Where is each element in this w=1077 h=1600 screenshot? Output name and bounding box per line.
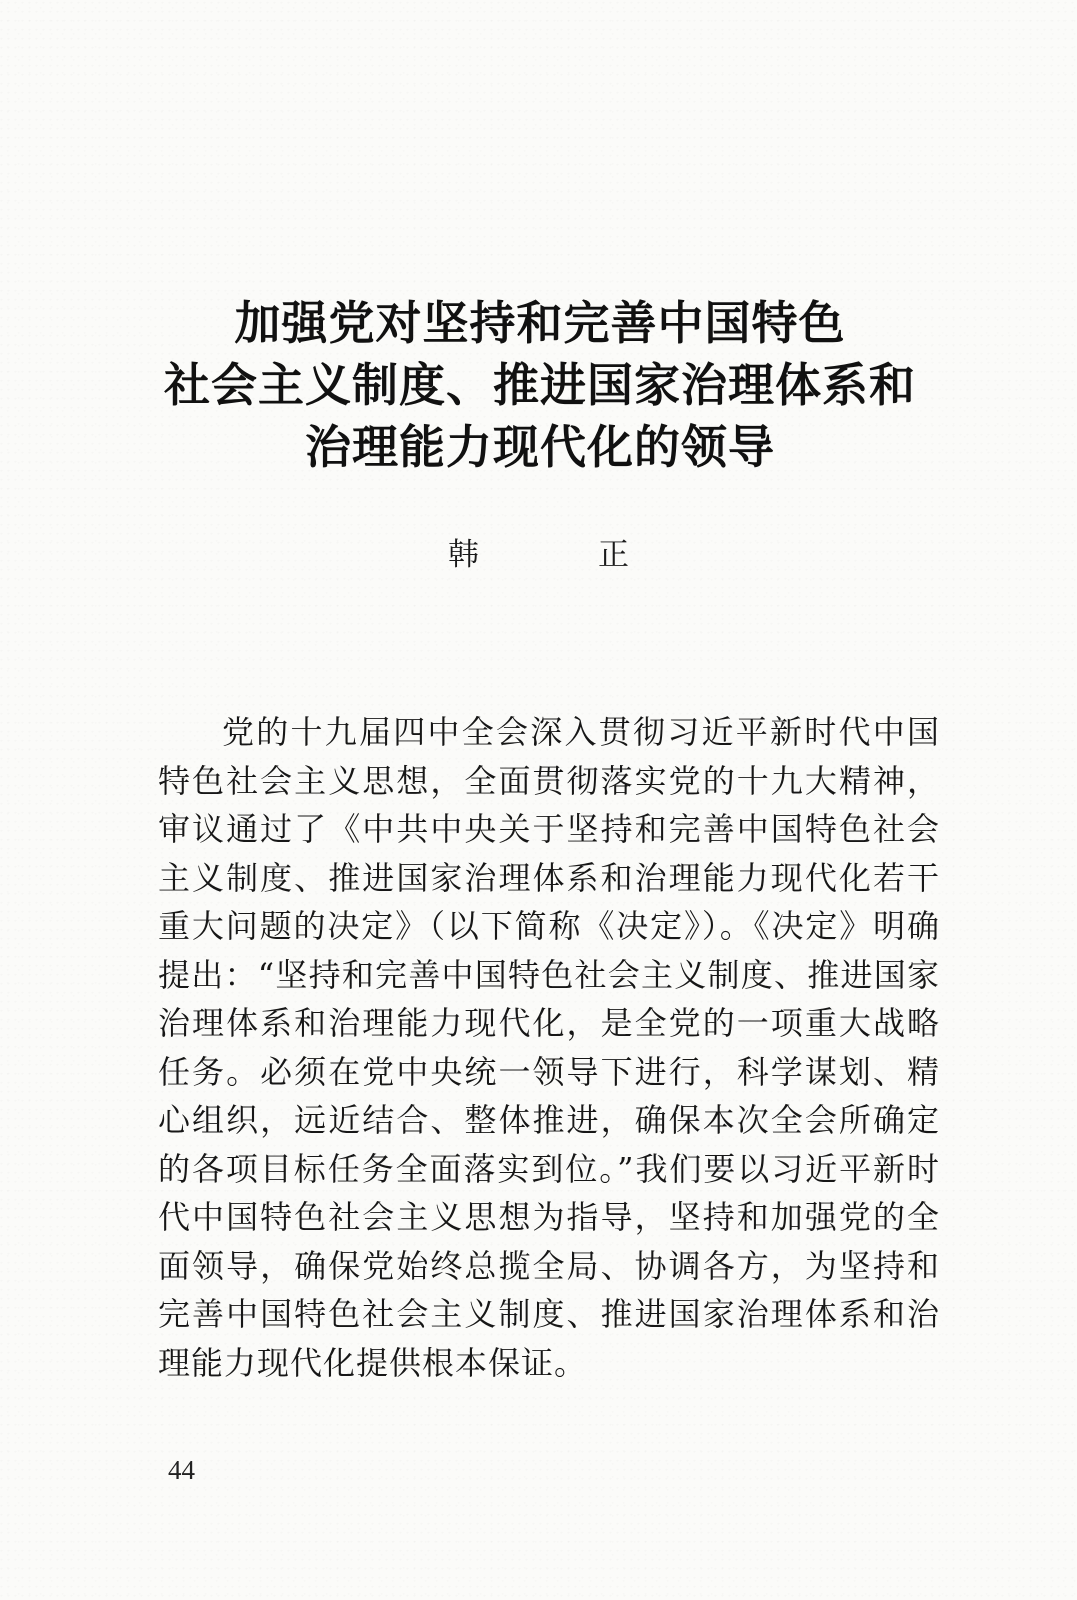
page-number: 44 [168,1455,195,1485]
title-line-1: 加强党对坚持和完善中国特色 [234,296,846,350]
title-line-3: 治理能力现代化的领导 [305,420,775,474]
article-title [130,292,950,478]
body-paragraph: 党的十九届四中全会深入贯彻习近平新时代中国特色社会主义思想，全面贯彻落实党的十九大精神，审议通过了《中共中央关于坚持和完善中国特色社会主义制度、推进国家治理体系和治理能力现代化若干重大问题的决定》（以下简称《决定》）。《决定》明确提出：“坚持和完善中国特色社会主义制度、推进国家治理体系和治理能力现代化，是全党的一项重大战略任务。必须在党中央统一领导下进行，科学谋划、精心组织，远近结合、整体推进，确保本次全会所确定的各项目标任务全面落实到位。”我们要以习近平新时代中国特色社会主义思想为指导，坚持和加强党的全面领导，确保党始终总揽全局、协调各方，为坚持和完善中国特色社会主义制度、推进国家治理体系和治理能力现代化提供根本保证。 [158,713,940,1382]
title-line-2: 社会主义制度、推进国家治理体系和 [164,358,916,412]
author-name: 韩 正 [448,537,673,573]
